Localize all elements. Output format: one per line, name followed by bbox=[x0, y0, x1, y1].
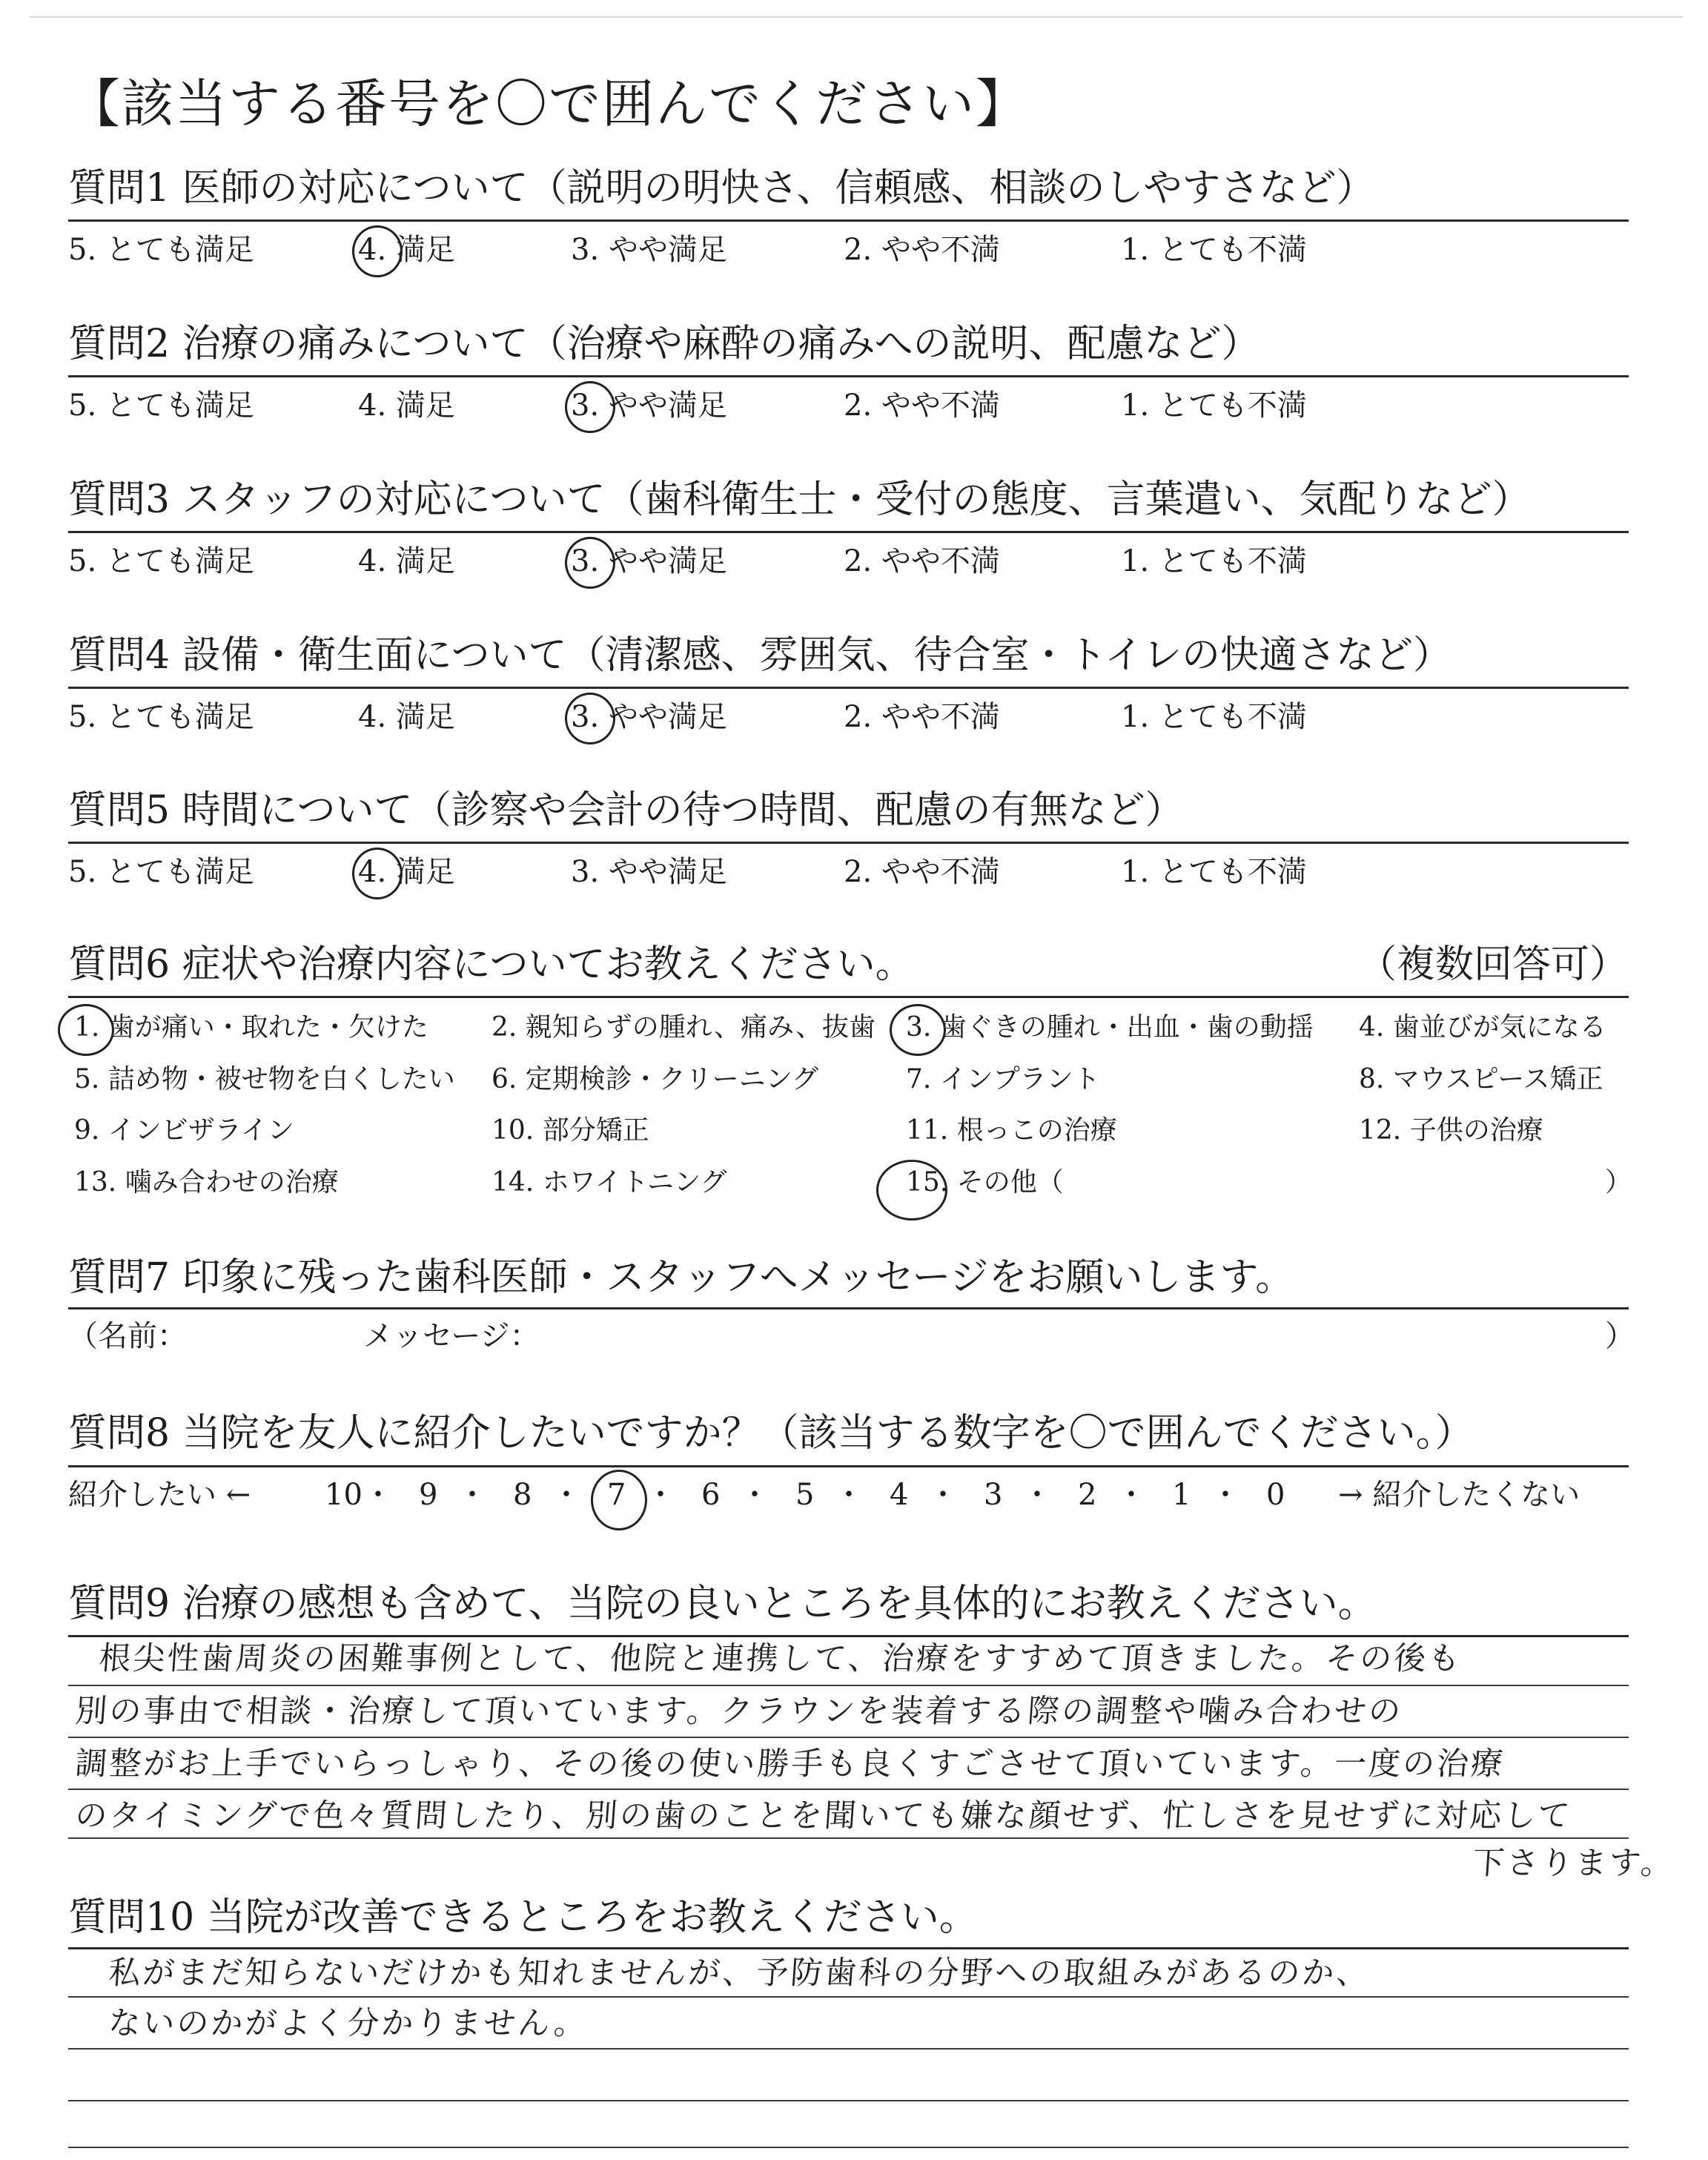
q6-option[interactable]: 15. その他（ bbox=[906, 1167, 1064, 1198]
q3-option[interactable]: 5. とても満足 bbox=[68, 544, 254, 578]
q8-dot: ・ bbox=[646, 1478, 675, 1512]
question-3-rule bbox=[68, 531, 1629, 533]
q7-message-label: メッセージ： bbox=[363, 1319, 540, 1353]
q6-option[interactable]: 2. 親知らずの腫れ、痛み、抜歯 bbox=[491, 1012, 876, 1043]
q6-note: （複数回答可） bbox=[1358, 942, 1629, 987]
q2-option[interactable]: 2. やや不満 bbox=[844, 389, 1000, 423]
q1-option[interactable]: 5. とても満足 bbox=[68, 233, 254, 267]
q6-option[interactable]: 12. 子供の治療 bbox=[1359, 1115, 1543, 1146]
question-2-label: 質問2 治療の痛みについて（治療や麻酔の痛みへの説明、配慮など） bbox=[68, 322, 1260, 366]
top-border bbox=[30, 16, 1683, 18]
q8-dot: ・ bbox=[1116, 1478, 1146, 1512]
q6-label: 質問6 症状や治療内容についてお教えください。 bbox=[68, 942, 914, 987]
q5-selected-circle bbox=[352, 848, 403, 899]
q8-dot: ・ bbox=[457, 1478, 487, 1512]
q8-dot: ・ bbox=[552, 1478, 581, 1512]
q9-writing-line bbox=[68, 1685, 1629, 1686]
q9-answer-line: のタイミングで色々質問したり、別の歯のことを聞いても嫌な顔せず、忙しさを見せずに対応して bbox=[73, 1797, 1574, 1834]
q5-option[interactable]: 1. とても不満 bbox=[1121, 855, 1307, 889]
q1-option[interactable]: 1. とても不満 bbox=[1121, 233, 1307, 267]
q10-answer-line: 私がまだ知らないだけかも知れませんが、予防歯科の分野への取組みがあるのか、 bbox=[107, 1955, 1372, 1992]
q9-answer-line: 別の事由で相談・治療して頂いています。クラウンを装着する際の調整や噛み合わせの bbox=[73, 1693, 1404, 1730]
q7-label: 質問7 印象に残った歯科医師・スタッフへメッセージをお願いします。 bbox=[68, 1255, 1294, 1300]
q6-option[interactable]: 9. インビザライン bbox=[74, 1115, 294, 1146]
q5-option[interactable]: 5. とても満足 bbox=[68, 855, 254, 889]
question-1-rule bbox=[68, 219, 1629, 222]
q8-number[interactable]: 7 bbox=[607, 1478, 626, 1512]
question-4-label: 質問4 設備・衛生面について（清潔感、雰囲気、待合室・トイレの快適さなど） bbox=[68, 633, 1452, 678]
q2-option[interactable]: 3. やや満足 bbox=[571, 389, 727, 423]
question-1-label: 質問1 医師の対応について（説明の明快さ、信頼感、相談のしやすさなど） bbox=[68, 166, 1375, 211]
q8-number[interactable]: 3 bbox=[984, 1478, 1003, 1512]
q10-rule bbox=[68, 1947, 1629, 1949]
q6-option[interactable]: 8. マウスピース矯正 bbox=[1359, 1064, 1603, 1094]
q2-option[interactable]: 1. とても不満 bbox=[1121, 389, 1307, 423]
q8-label: 質問8 当院を友人に紹介したいですか？（該当する数字を〇で囲んでください。） bbox=[68, 1411, 1474, 1456]
q6-selected-circle bbox=[58, 1004, 114, 1056]
q8-dot: ・ bbox=[834, 1478, 864, 1512]
q5-option[interactable]: 2. やや不満 bbox=[844, 855, 1000, 889]
q8-number[interactable]: 2 bbox=[1078, 1478, 1097, 1512]
q8-left-label: 紹介したい ← bbox=[68, 1478, 251, 1512]
question-5-label: 質問5 時間について（診察や会計の待つ時間、配慮の有無など） bbox=[68, 788, 1184, 833]
q8-dot: ・ bbox=[1022, 1478, 1052, 1512]
q10-writing-line bbox=[68, 2048, 1629, 2050]
q8-dot: ・ bbox=[928, 1478, 958, 1512]
q8-number[interactable]: 10 bbox=[325, 1478, 363, 1512]
question-3-label: 質問3 スタッフの対応について（歯科衛生士・受付の態度、言葉遣い、気配りなど） bbox=[68, 478, 1531, 522]
q8-selected-circle bbox=[591, 1470, 647, 1530]
q6-option[interactable]: 6. 定期検診・クリーニング bbox=[491, 1064, 819, 1094]
q10-answer-line: ないのかがよく分かりません。 bbox=[107, 2005, 589, 2042]
q10-writing-line bbox=[68, 2100, 1629, 2101]
q6-option[interactable]: 4. 歯並びが気になる bbox=[1359, 1012, 1606, 1043]
question-2-rule bbox=[68, 375, 1629, 377]
q9-label: 質問9 治療の感想も含めて、当院の良いところを具体的にお教えください。 bbox=[68, 1582, 1377, 1626]
q8-number[interactable]: 4 bbox=[890, 1478, 909, 1512]
q9-writing-line bbox=[68, 1789, 1629, 1790]
q8-number[interactable]: 1 bbox=[1172, 1478, 1191, 1512]
q2-option[interactable]: 4. 満足 bbox=[358, 389, 455, 423]
q4-selected-circle bbox=[565, 693, 615, 744]
q8-rule bbox=[68, 1465, 1629, 1467]
q8-number[interactable]: 6 bbox=[701, 1478, 721, 1512]
q6-option[interactable]: 3. 歯ぐきの腫れ・出血・歯の動揺 bbox=[906, 1012, 1314, 1043]
q4-option[interactable]: 3. やや満足 bbox=[571, 700, 727, 734]
q8-dot: ・ bbox=[1211, 1478, 1240, 1512]
q4-option[interactable]: 2. やや不満 bbox=[844, 700, 1000, 734]
q9-answer-line: 下さります。 bbox=[1471, 1845, 1676, 1882]
q6-option[interactable]: 5. 詰め物・被せ物を白くしたい bbox=[74, 1064, 455, 1094]
q6-option[interactable]: 1. 歯が痛い・取れた・欠けた bbox=[74, 1012, 428, 1043]
q3-option[interactable]: 4. 満足 bbox=[358, 544, 455, 578]
q6-option[interactable]: 7. インプラント bbox=[906, 1064, 1100, 1094]
page-title: 【該当する番号を〇で囲んでください】 bbox=[68, 73, 1029, 134]
q3-option[interactable]: 2. やや不満 bbox=[844, 544, 1000, 578]
q6-option[interactable]: ） bbox=[1605, 1167, 1632, 1198]
q8-number[interactable]: 5 bbox=[795, 1478, 815, 1512]
q9-writing-line bbox=[68, 1737, 1629, 1738]
q10-writing-line bbox=[68, 2147, 1629, 2148]
q7-name-label: （名前： bbox=[68, 1319, 187, 1353]
q8-number[interactable]: 0 bbox=[1266, 1478, 1285, 1512]
q8-number[interactable]: 9 bbox=[419, 1478, 438, 1512]
question-5-rule bbox=[68, 842, 1629, 844]
q6-selected-circle bbox=[876, 1160, 947, 1221]
q4-option[interactable]: 4. 満足 bbox=[358, 700, 455, 734]
q1-option[interactable]: 4. 満足 bbox=[358, 233, 455, 267]
q5-option[interactable]: 4. 満足 bbox=[358, 855, 455, 889]
q8-right-label: → 紹介したくない bbox=[1338, 1478, 1580, 1512]
q6-option[interactable]: 11. 根っこの治療 bbox=[906, 1115, 1117, 1146]
q8-dot: ・ bbox=[363, 1478, 393, 1512]
q3-selected-circle bbox=[565, 537, 615, 589]
q6-rule bbox=[68, 996, 1629, 998]
q8-number[interactable]: 8 bbox=[513, 1478, 532, 1512]
q2-selected-circle bbox=[565, 381, 615, 433]
q10-writing-line bbox=[68, 1996, 1629, 1998]
q3-option[interactable]: 1. とても不満 bbox=[1121, 544, 1307, 578]
q6-selected-circle bbox=[890, 1004, 946, 1056]
question-4-rule bbox=[68, 687, 1629, 689]
q4-option[interactable]: 1. とても不満 bbox=[1121, 700, 1307, 734]
q4-option[interactable]: 5. とても満足 bbox=[68, 700, 254, 734]
q7-close-paren: ） bbox=[1605, 1319, 1635, 1353]
q7-rule bbox=[68, 1307, 1629, 1309]
q1-selected-circle bbox=[352, 225, 403, 277]
q9-rule bbox=[68, 1635, 1629, 1637]
q9-writing-line bbox=[68, 1837, 1629, 1839]
q8-dot: ・ bbox=[740, 1478, 769, 1512]
q10-label: 質問10 当院が改善できるところをお教えください。 bbox=[68, 1895, 978, 1940]
q1-option[interactable]: 3. やや満足 bbox=[571, 233, 727, 267]
q6-option[interactable]: 13. 噛み合わせの治療 bbox=[74, 1167, 339, 1198]
q1-option[interactable]: 2. やや不満 bbox=[844, 233, 1000, 267]
q6-option[interactable]: 10. 部分矯正 bbox=[491, 1115, 649, 1146]
q3-option[interactable]: 3. やや満足 bbox=[571, 544, 727, 578]
q5-option[interactable]: 3. やや満足 bbox=[571, 855, 727, 889]
q2-option[interactable]: 5. とても満足 bbox=[68, 389, 254, 423]
q6-option[interactable]: 14. ホワイトニング bbox=[491, 1167, 727, 1198]
q9-answer-line: 根尖性歯周炎の困難事例として、他院と連携して、治療をすすめて頂きました。その後も bbox=[97, 1640, 1464, 1677]
q9-answer-line: 調整がお上手でいらっしゃり、その後の使い勝手も良くすごさせて頂いています。一度の治療 bbox=[73, 1745, 1506, 1783]
